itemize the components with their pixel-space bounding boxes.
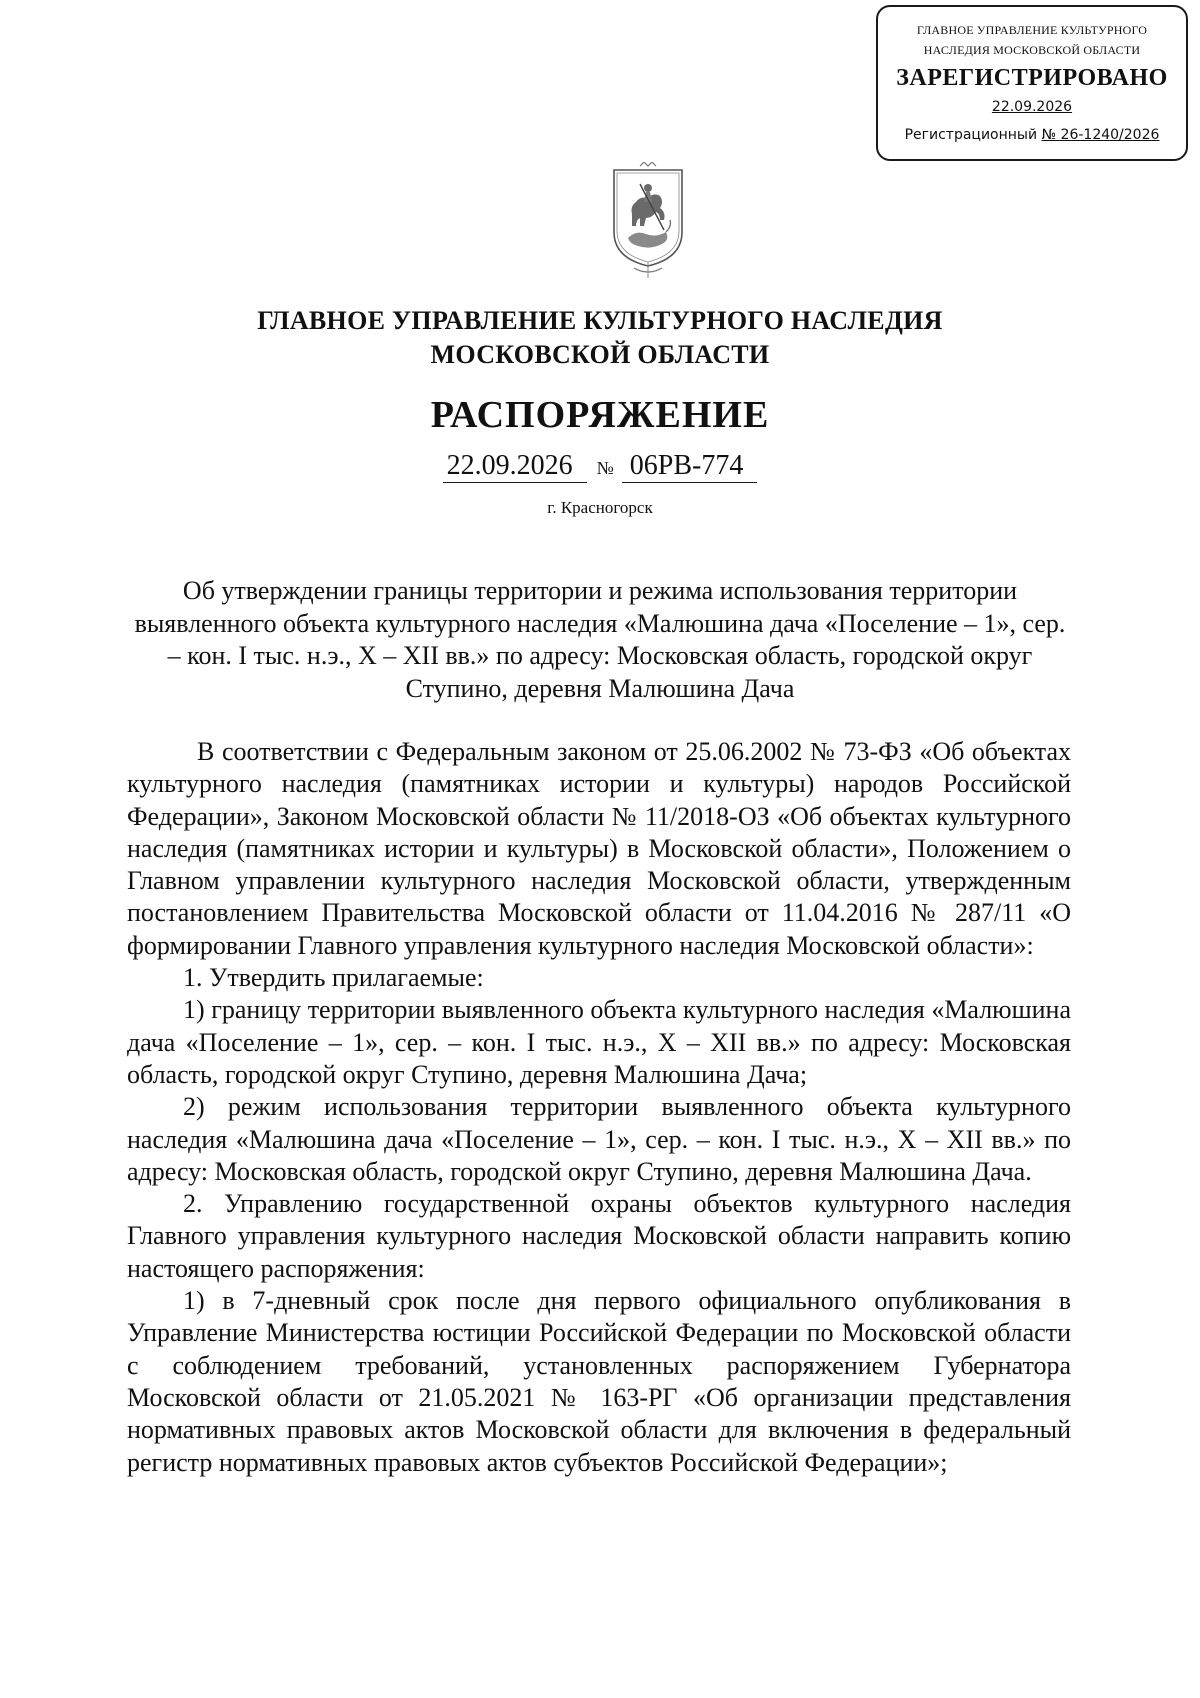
moscow-oblast-coat-of-arms-icon (610, 162, 686, 280)
document-type: РАСПОРЯЖЕНИЕ (430, 394, 770, 436)
item-2-1: 1) в 7-дневный срок после дня первого официального опубликования в Управление Министерства юстиции Российской Федерации по Московской области с соблюдением требований, установленных распоряжением Губернатора Московской области от 21.05.2021 № 163-РГ «Об организации представления нормативных правовых актов Московской области для включения в федеральный регистр нормативных правовых актов субъектов Российской Федерации»; (127, 1286, 1071, 1477)
registration-stamp (876, 5, 1188, 161)
subject-line-2: выявленного объекта культурного наследия «Малюшина дача «Поселение – 1», сер. (134, 608, 1066, 638)
stamp-registration-number (878, 125, 1186, 145)
item-1-1: 1) границу территории выявленного объекта культурного наследия «Малюшина дача «Поселение – 1», сер. – кон. I тыс. н.э., X – XII вв.» по адресу: Московская область, городской округ Ступино, деревня Малюшина Дача; (127, 995, 1071, 1089)
preamble-paragraph: В соответствии с Федеральным законом от 25.06.2002 № 73-ФЗ «Об объектах культурного наследия (памятниках истории и культуры) народов Российской Федерации», Законом Московской области № 11/2018-ОЗ «Об объектах культурного наследия (памятниках истории и культуры) в Московской области», Положением о Главном управлении культурного наследия Московской области, утвержденным постановлением Правительства Московской области от 11.04.2016 № 287/11 «О формировании Главного управления культурного наследия Московской области»: (127, 737, 1071, 960)
stamp-org-line-1: ГЛАВНОЕ УПРАВЛЕНИЕ КУЛЬТУРНОГО (916, 23, 1148, 37)
document-subject (110, 575, 1090, 705)
issuing-organization (0, 304, 1200, 372)
document-body (127, 736, 1071, 1479)
item-1-2: 2) режим использования территории выявленного объекта культурного наследия «Малюшина дача «Поселение – 1», сер. – кон. I тыс. н.э., X – XII вв.» по адресу: Московская область, городской округ Ступино, деревня Малюшина Дача. (127, 1092, 1071, 1186)
item-1: 1. Утвердить прилагаемые: (183, 963, 484, 993)
item-2: 2. Управлению государственной охраны объектов культурного наследия Главного управления культурного наследия Московской области направить копию настоящего распоряжения: (127, 1189, 1071, 1283)
subject-line-3: – кон. I тыс. н.э., X – XII вв.» по адресу: Московская область, городской округ (167, 641, 1033, 670)
stamp-date: 22.09.2026 (991, 99, 1073, 115)
stamp-status: ЗАРЕГИСТРИРОВАНО (896, 65, 1168, 91)
document-date: 22.09.2026 (443, 450, 587, 483)
document-number: 06РВ-774 (622, 450, 758, 483)
stamp-org-line-2: НАСЛЕДИЯ МОСКОВСКОЙ ОБЛАСТИ (923, 43, 1141, 57)
stamp-reg-label: Регистрационный (904, 127, 1038, 143)
subject-line-4: Ступино, деревня Малюшина Дача (405, 673, 795, 703)
subject-line-1: Об утверждении границы территории и режима использования территории (182, 576, 1018, 605)
org-line-1: ГЛАВНОЕ УПРАВЛЕНИЕ КУЛЬТУРНОГО НАСЛЕДИЯ (257, 306, 943, 335)
number-sign: № (596, 458, 614, 478)
org-line-2: МОСКОВСКОЙ ОБЛАСТИ (430, 340, 770, 369)
document-date-number (0, 448, 1200, 486)
stamp-reg-number: № 26-1240/2026 (1041, 127, 1160, 143)
document-city: г. Красногорск (547, 498, 653, 517)
